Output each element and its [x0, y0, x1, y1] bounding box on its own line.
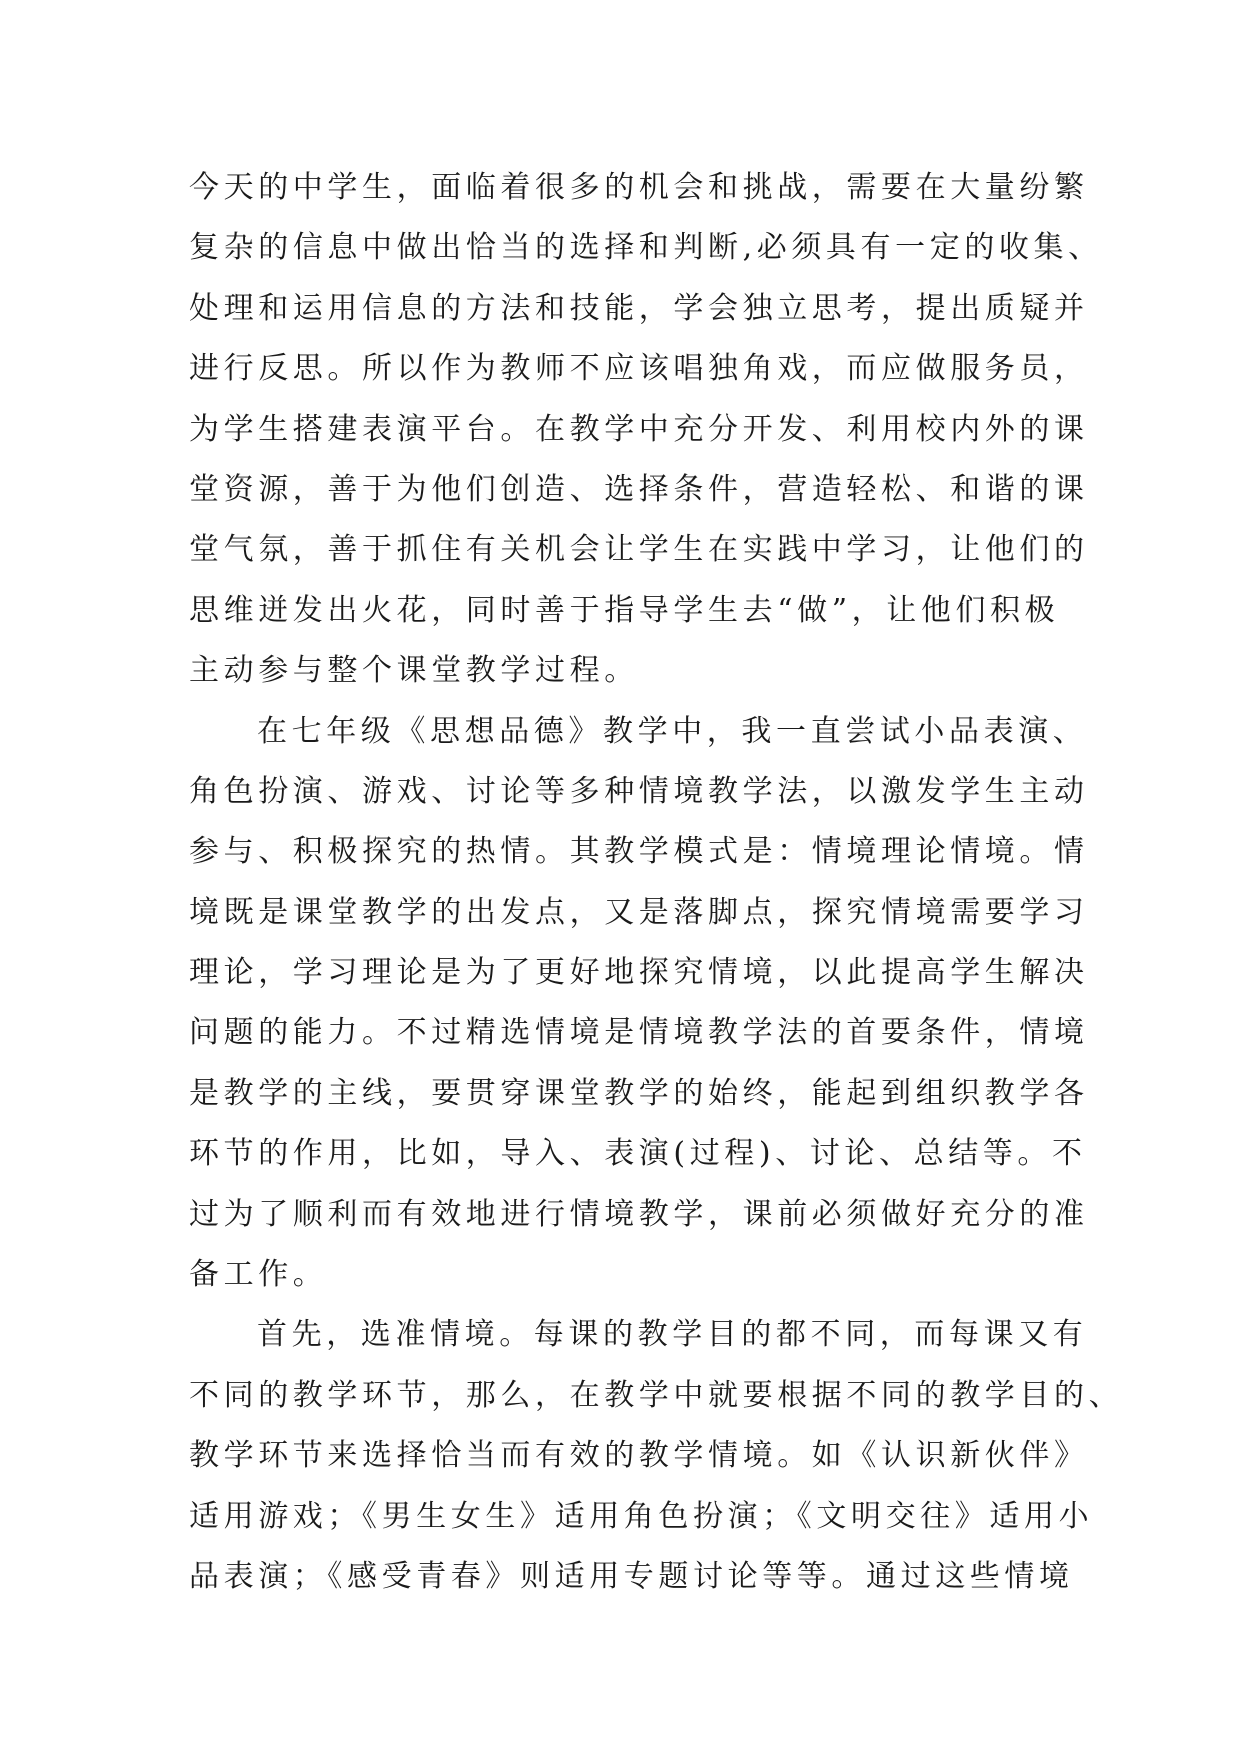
text-line: 理论，学习理论是为了更好地探究情境，以此提高学生解决: [189, 955, 1089, 991]
text-line: 堂资源，善于为他们创造、选择条件，营造轻松、和谐的课: [189, 471, 1089, 507]
text-line: 为学生搭建表演平台。在教学中充分开发、利用校内外的课: [189, 411, 1089, 447]
text-line: 堂气氛，善于抓住有关机会让学生在实践中学习，让他们的: [189, 532, 1089, 568]
text-line: 备工作。: [189, 1257, 328, 1293]
text-line: 处理和运用信息的方法和技能，学会独立思考，提出质疑并: [189, 290, 1089, 326]
text-line: 问题的能力。不过精选情境是情境教学法的首要条件，情境: [189, 1015, 1089, 1051]
text-line: 不同的教学环节，那么，在教学中就要根据不同的教学目的、: [189, 1377, 1124, 1413]
text-line: 适用游戏；《男生女生》适用角色扮演；《文明交往》适用小: [189, 1498, 1094, 1534]
text-line: 是教学的主线，要贯穿课堂教学的始终，能起到组织教学各: [189, 1075, 1089, 1111]
text-line: 进行反思。所以作为教师不应该唱独角戏，而应做服务员，: [189, 351, 1089, 387]
text-line: 首先，选准情境。每课的教学目的都不同，而每课又有: [257, 1317, 1088, 1353]
text-line: 今天的中学生，面临着很多的机会和挑战，需要在大量纷繁: [189, 170, 1089, 205]
text-line: 品表演；《感受青春》则适用专题讨论等等。通过这些情境: [189, 1558, 1074, 1594]
text-line: 思维迸发出火花，同时善于指导学生去“做”，让他们积极: [189, 592, 1060, 628]
text-line: 在七年级《思想品德》教学中，我一直尝试小品表演、: [257, 713, 1088, 749]
text-line: 环节的作用，比如，导入、表演(过程)、讨论、总结等。不: [189, 1136, 1087, 1172]
text-line: 参与、积极探究的热情。其教学模式是：情境理论情境。情: [189, 834, 1089, 870]
text-line: 主动参与整个课堂教学过程。: [189, 653, 639, 689]
text-line: 过为了顺利而有效地进行情境教学，课前必须做好充分的准: [189, 1196, 1089, 1232]
text-line: 角色扮演、游戏、讨论等多种情境教学法，以激发学生主动: [189, 773, 1089, 809]
text-line: 境既是课堂教学的出发点，又是落脚点，探究情境需要学习: [189, 894, 1089, 930]
document-body: [189, 158, 1189, 1607]
text-line: 复杂的信息中做出恰当的选择和判断,必须具有一定的收集、: [189, 230, 1103, 266]
text-line: 教学环节来选择恰当而有效的教学情境。如《认识新伙伴》: [189, 1438, 1089, 1474]
